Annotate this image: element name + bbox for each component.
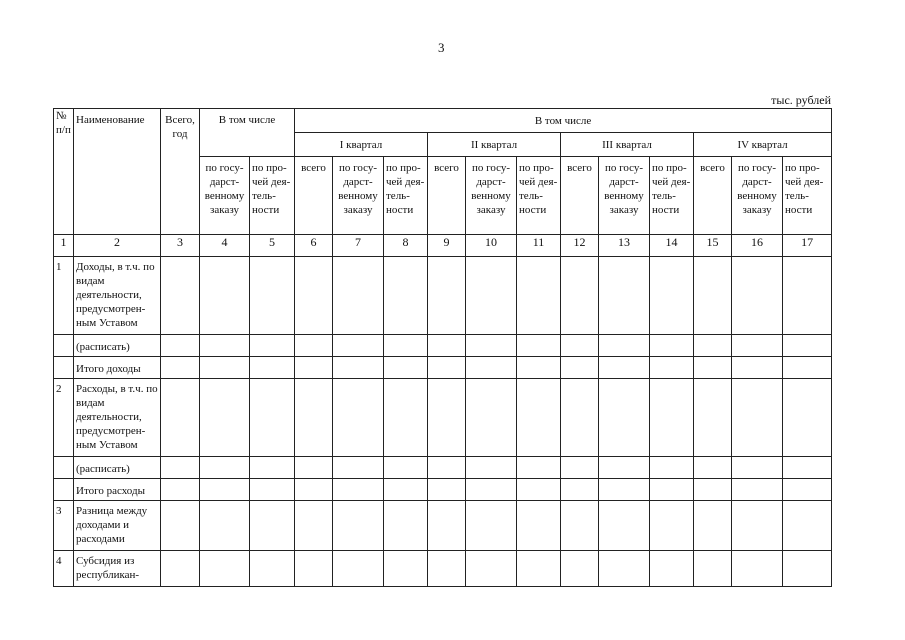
data-cell[interactable] bbox=[694, 379, 732, 457]
header-q4: IV квартал bbox=[694, 133, 832, 157]
column-number: 17 bbox=[783, 235, 832, 257]
data-cell[interactable] bbox=[561, 379, 599, 457]
data-cell[interactable] bbox=[161, 479, 200, 501]
column-number: 5 bbox=[250, 235, 295, 257]
header-q3: III квартал bbox=[561, 133, 694, 157]
data-cell[interactable] bbox=[200, 501, 250, 551]
data-cell[interactable] bbox=[732, 335, 783, 357]
data-cell[interactable] bbox=[200, 379, 250, 457]
data-cell[interactable] bbox=[295, 551, 333, 587]
data-cell[interactable] bbox=[200, 257, 250, 335]
row-name: Итого расходы bbox=[74, 479, 161, 501]
data-cell[interactable] bbox=[428, 501, 466, 551]
data-cell[interactable] bbox=[384, 501, 428, 551]
data-cell[interactable] bbox=[694, 551, 732, 587]
units-label: тыс. рублей bbox=[771, 93, 831, 107]
data-cell[interactable] bbox=[650, 551, 694, 587]
data-cell[interactable] bbox=[428, 457, 466, 479]
data-cell[interactable] bbox=[694, 335, 732, 357]
data-cell[interactable] bbox=[783, 479, 832, 501]
data-cell[interactable] bbox=[200, 357, 250, 379]
data-cell[interactable] bbox=[428, 357, 466, 379]
data-cell[interactable] bbox=[517, 257, 561, 335]
data-cell[interactable] bbox=[517, 479, 561, 501]
column-number: 14 bbox=[650, 235, 694, 257]
data-cell[interactable] bbox=[650, 501, 694, 551]
data-cell[interactable] bbox=[732, 457, 783, 479]
data-cell[interactable] bbox=[466, 551, 517, 587]
data-cell[interactable] bbox=[466, 479, 517, 501]
page-number: 3 bbox=[438, 40, 445, 55]
column-number: 12 bbox=[561, 235, 599, 257]
row-number: 4 bbox=[54, 551, 74, 587]
data-cell[interactable] bbox=[384, 479, 428, 501]
data-cell[interactable] bbox=[428, 257, 466, 335]
data-cell[interactable] bbox=[161, 551, 200, 587]
data-cell[interactable] bbox=[333, 335, 384, 357]
data-cell[interactable] bbox=[295, 501, 333, 551]
data-cell[interactable] bbox=[200, 335, 250, 357]
data-cell[interactable] bbox=[161, 379, 200, 457]
data-cell[interactable] bbox=[250, 551, 295, 587]
header-q2-state-order: по госу- дарст- венному заказу bbox=[466, 157, 517, 235]
header-q1: I квартал bbox=[295, 133, 428, 157]
row-number: 2 bbox=[54, 379, 74, 457]
column-number: 15 bbox=[694, 235, 732, 257]
data-cell[interactable] bbox=[599, 257, 650, 335]
row-name: Итого доходы bbox=[74, 357, 161, 379]
data-cell[interactable] bbox=[384, 551, 428, 587]
data-cell[interactable] bbox=[783, 501, 832, 551]
data-cell[interactable] bbox=[732, 551, 783, 587]
data-cell[interactable] bbox=[161, 257, 200, 335]
data-cell[interactable] bbox=[599, 457, 650, 479]
data-cell[interactable] bbox=[161, 335, 200, 357]
row-number: 3 bbox=[54, 501, 74, 551]
header-incl-quarters: В том числе bbox=[295, 109, 832, 133]
data-cell[interactable] bbox=[466, 335, 517, 357]
data-cell[interactable] bbox=[694, 357, 732, 379]
data-cell[interactable] bbox=[466, 457, 517, 479]
data-cell[interactable] bbox=[732, 357, 783, 379]
data-cell[interactable] bbox=[250, 379, 295, 457]
data-cell[interactable] bbox=[428, 379, 466, 457]
data-cell[interactable] bbox=[694, 479, 732, 501]
data-cell[interactable] bbox=[732, 501, 783, 551]
header-q1-other: по про- чей дея- тель- ности bbox=[384, 157, 428, 235]
data-cell[interactable] bbox=[333, 257, 384, 335]
table-row bbox=[54, 501, 832, 551]
data-cell[interactable] bbox=[599, 551, 650, 587]
header-q4-total: всего bbox=[694, 157, 732, 235]
column-number: 9 bbox=[428, 235, 466, 257]
data-cell[interactable] bbox=[466, 257, 517, 335]
header-incl: В том числе bbox=[200, 109, 295, 157]
data-cell[interactable] bbox=[732, 479, 783, 501]
data-cell[interactable] bbox=[599, 501, 650, 551]
data-cell[interactable] bbox=[384, 357, 428, 379]
data-cell[interactable] bbox=[599, 357, 650, 379]
row-name: Субсидия из республикан- bbox=[74, 551, 161, 587]
row-name: Разница между доходами и расходами bbox=[74, 501, 161, 551]
data-cell[interactable] bbox=[650, 335, 694, 357]
header-q2: II квартал bbox=[428, 133, 561, 157]
data-cell[interactable] bbox=[333, 357, 384, 379]
data-cell[interactable] bbox=[561, 551, 599, 587]
data-cell[interactable] bbox=[333, 379, 384, 457]
data-cell[interactable] bbox=[650, 357, 694, 379]
column-number: 7 bbox=[333, 235, 384, 257]
data-cell[interactable] bbox=[599, 479, 650, 501]
data-cell[interactable] bbox=[295, 257, 333, 335]
data-cell[interactable] bbox=[466, 379, 517, 457]
data-cell[interactable] bbox=[650, 457, 694, 479]
data-cell[interactable] bbox=[783, 257, 832, 335]
column-number: 8 bbox=[384, 235, 428, 257]
data-cell[interactable] bbox=[428, 335, 466, 357]
data-cell[interactable] bbox=[783, 457, 832, 479]
column-number: 16 bbox=[732, 235, 783, 257]
row-number bbox=[54, 457, 74, 479]
row-number bbox=[54, 357, 74, 379]
header-state-order: по госу- дарст- венному заказу bbox=[200, 157, 250, 235]
row-name: Расходы, в т.ч. по видам деятельности, предусмотрен- ным Уставом bbox=[74, 379, 161, 457]
budget-table bbox=[53, 108, 832, 587]
data-cell[interactable] bbox=[694, 257, 732, 335]
data-cell[interactable] bbox=[783, 551, 832, 587]
column-number: 13 bbox=[599, 235, 650, 257]
data-cell[interactable] bbox=[561, 457, 599, 479]
table-row bbox=[54, 551, 832, 587]
header-total-year: Всего, год bbox=[161, 109, 200, 235]
column-number: 6 bbox=[295, 235, 333, 257]
data-cell[interactable] bbox=[295, 457, 333, 479]
table-row bbox=[54, 257, 832, 335]
data-cell[interactable] bbox=[250, 501, 295, 551]
column-number: 10 bbox=[466, 235, 517, 257]
row-name: (расписать) bbox=[74, 335, 161, 357]
row-number bbox=[54, 335, 74, 357]
header-q1-state-order: по госу- дарст- венному заказу bbox=[333, 157, 384, 235]
data-cell[interactable] bbox=[783, 357, 832, 379]
data-cell[interactable] bbox=[650, 257, 694, 335]
data-cell[interactable] bbox=[384, 335, 428, 357]
header-q3-total: всего bbox=[561, 157, 599, 235]
header-q4-other: по про- чей дея- тель- ности bbox=[783, 157, 832, 235]
table-row bbox=[54, 335, 832, 357]
data-cell[interactable] bbox=[250, 457, 295, 479]
data-cell[interactable] bbox=[561, 479, 599, 501]
data-cell[interactable] bbox=[561, 335, 599, 357]
data-cell[interactable] bbox=[517, 551, 561, 587]
data-cell[interactable] bbox=[333, 479, 384, 501]
data-cell[interactable] bbox=[428, 479, 466, 501]
row-name: Доходы, в т.ч. по видам деятельности, предусмотрен- ным Уставом bbox=[74, 257, 161, 335]
header-other-activity: по про- чей дея- тель- ности bbox=[250, 157, 295, 235]
data-cell[interactable] bbox=[599, 379, 650, 457]
column-number-row bbox=[54, 235, 832, 257]
data-cell[interactable] bbox=[384, 457, 428, 479]
data-cell[interactable] bbox=[694, 501, 732, 551]
data-cell[interactable] bbox=[333, 501, 384, 551]
header-q3-other: по про- чей дея- тель- ности bbox=[650, 157, 694, 235]
header-q2-other: по про- чей дея- тель- ности bbox=[517, 157, 561, 235]
column-number: 11 bbox=[517, 235, 561, 257]
row-name: (расписать) bbox=[74, 457, 161, 479]
data-cell[interactable] bbox=[200, 457, 250, 479]
column-number: 1 bbox=[54, 235, 74, 257]
data-cell[interactable] bbox=[517, 357, 561, 379]
data-cell[interactable] bbox=[732, 257, 783, 335]
data-cell[interactable] bbox=[295, 379, 333, 457]
column-number: 2 bbox=[74, 235, 161, 257]
column-number: 3 bbox=[161, 235, 200, 257]
data-cell[interactable] bbox=[295, 479, 333, 501]
header-name: Наименование bbox=[74, 109, 161, 235]
data-cell[interactable] bbox=[517, 501, 561, 551]
data-cell[interactable] bbox=[333, 551, 384, 587]
data-cell[interactable] bbox=[250, 335, 295, 357]
header-q2-total: всего bbox=[428, 157, 466, 235]
row-number: 1 bbox=[54, 257, 74, 335]
data-cell[interactable] bbox=[161, 457, 200, 479]
column-number: 4 bbox=[200, 235, 250, 257]
data-cell[interactable] bbox=[561, 357, 599, 379]
table-row bbox=[54, 357, 832, 379]
data-cell[interactable] bbox=[161, 357, 200, 379]
data-cell[interactable] bbox=[161, 501, 200, 551]
data-cell[interactable] bbox=[333, 457, 384, 479]
data-cell[interactable] bbox=[783, 335, 832, 357]
data-cell[interactable] bbox=[428, 551, 466, 587]
data-cell[interactable] bbox=[650, 379, 694, 457]
data-cell[interactable] bbox=[384, 379, 428, 457]
data-cell[interactable] bbox=[466, 357, 517, 379]
data-cell[interactable] bbox=[295, 335, 333, 357]
table-row bbox=[54, 457, 832, 479]
data-cell[interactable] bbox=[517, 335, 561, 357]
data-cell[interactable] bbox=[200, 479, 250, 501]
data-cell[interactable] bbox=[599, 335, 650, 357]
table-row bbox=[54, 479, 832, 501]
data-cell[interactable] bbox=[561, 501, 599, 551]
data-cell[interactable] bbox=[250, 479, 295, 501]
header-q1-total: всего bbox=[295, 157, 333, 235]
data-cell[interactable] bbox=[250, 357, 295, 379]
data-cell[interactable] bbox=[783, 379, 832, 457]
row-number bbox=[54, 479, 74, 501]
data-cell[interactable] bbox=[561, 257, 599, 335]
header-q3-state-order: по госу- дарст- венному заказу bbox=[599, 157, 650, 235]
data-cell[interactable] bbox=[517, 457, 561, 479]
data-cell[interactable] bbox=[250, 257, 295, 335]
data-cell[interactable] bbox=[384, 257, 428, 335]
data-cell[interactable] bbox=[517, 379, 561, 457]
data-cell[interactable] bbox=[466, 501, 517, 551]
data-cell[interactable] bbox=[200, 551, 250, 587]
data-cell[interactable] bbox=[650, 479, 694, 501]
table-row bbox=[54, 379, 832, 457]
data-cell[interactable] bbox=[694, 457, 732, 479]
header-q4-state-order: по госу- дарст- венному заказу bbox=[732, 157, 783, 235]
data-cell[interactable] bbox=[732, 379, 783, 457]
data-cell[interactable] bbox=[295, 357, 333, 379]
header-no: № п/п bbox=[54, 109, 74, 235]
